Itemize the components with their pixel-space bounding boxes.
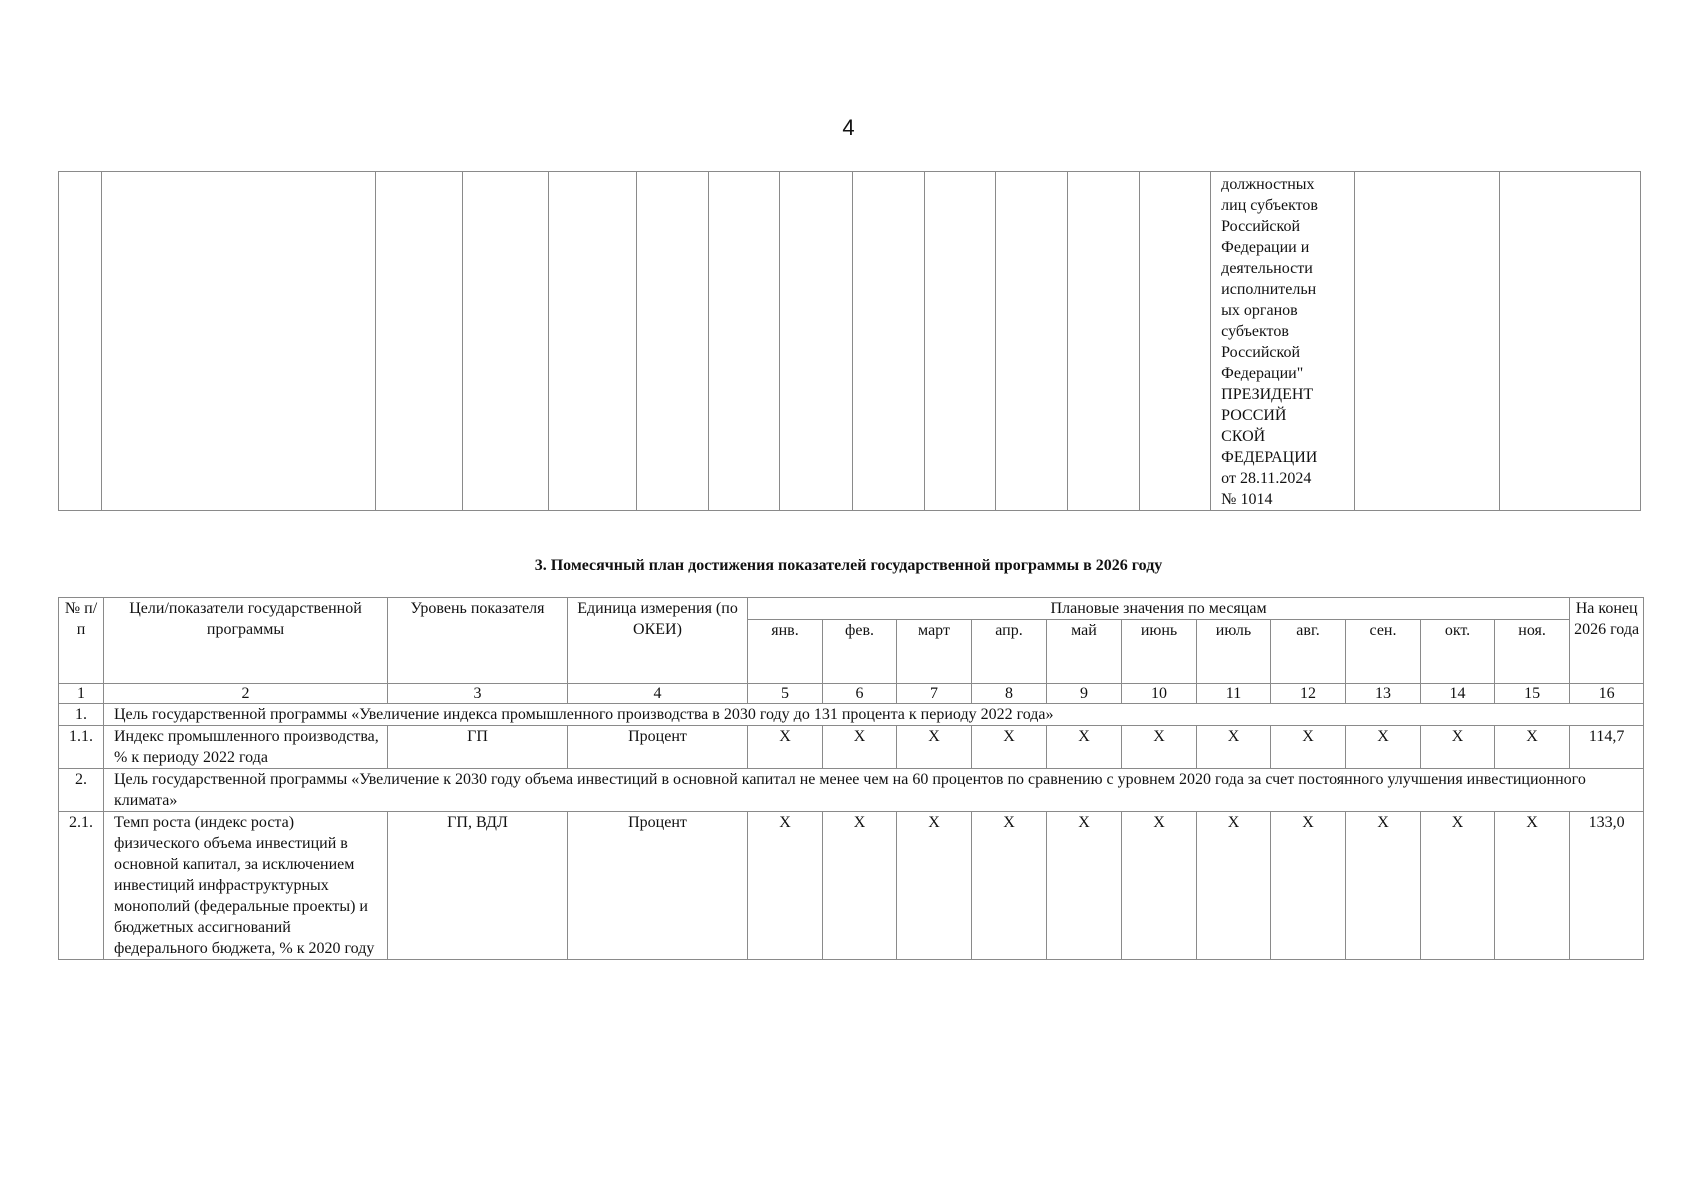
end-of-year-value: 133,0 (1570, 812, 1644, 960)
header-end: На конец 2026 года (1570, 598, 1644, 684)
continuation-line: ых органов (1221, 302, 1298, 319)
header-month: ноя. (1495, 620, 1570, 684)
continuation-line: от 28.11.2024 (1221, 470, 1312, 487)
plan-body (59, 704, 1644, 960)
column-number: 7 (897, 684, 972, 704)
column-number: 3 (388, 684, 568, 704)
column-number: 9 (1047, 684, 1122, 704)
header-month: май (1047, 620, 1122, 684)
month-value: X (823, 726, 897, 769)
column-number: 2 (104, 684, 388, 704)
month-value: X (1197, 726, 1271, 769)
continuation-line: РОССИЙ (1221, 407, 1287, 424)
indicator-text: Индекс промышленного производства, % к периоду 2022 года (104, 726, 388, 769)
header-goal: Цели/показатели государственной программы (104, 598, 388, 684)
header-month: окт. (1421, 620, 1495, 684)
month-value: X (972, 726, 1047, 769)
continuation-line: СКОЙ (1221, 428, 1266, 445)
month-value: X (1495, 812, 1570, 960)
header-num: № п/п (59, 598, 104, 684)
indicator-row (59, 812, 1644, 960)
column-number: 8 (972, 684, 1047, 704)
continuation-line: № 1014 (1221, 491, 1273, 508)
column-number: 11 (1197, 684, 1271, 704)
indicator-row (59, 726, 1644, 769)
month-value: X (972, 812, 1047, 960)
continuation-line: Федерации и (1221, 239, 1310, 256)
month-value: X (1047, 812, 1122, 960)
continuation-cell-text (1211, 172, 1355, 511)
continuation-line: Российской (1221, 344, 1301, 361)
continuation-line: ПРЕЗИДЕНТ (1221, 386, 1314, 403)
column-number: 12 (1271, 684, 1346, 704)
month-value: X (1495, 726, 1570, 769)
header-month: авг. (1271, 620, 1346, 684)
column-number-row (59, 684, 1644, 704)
continuation-line: субъектов (1221, 323, 1289, 340)
column-number: 6 (823, 684, 897, 704)
header-month: март (897, 620, 972, 684)
month-value: X (1346, 812, 1421, 960)
indicator-text: Темп роста (индекс роста) физического объема инвестиций в основной капитал, за исключением инвестиций инфраструктурных монополий (федеральные проекты) и бюджетных ассигнований федерального бюджета, % к 2020 году (104, 812, 388, 960)
goal-row (59, 769, 1644, 812)
section-title: 3. Помесячный план достижения показателей государственной программы в 2026 году (534, 557, 1163, 574)
continuation-line: должностных (1221, 176, 1315, 193)
continuation-line: Российской (1221, 218, 1301, 235)
header-month: апр. (972, 620, 1047, 684)
month-value: X (1271, 726, 1346, 769)
goal-text: Цель государственной программы «Увеличение индекса промышленного производства в 2030 году до 131 процента к периоду 2022 года» (104, 704, 1644, 726)
continuation-line: Федерации" (1221, 365, 1304, 382)
month-value: X (748, 726, 823, 769)
column-number: 16 (1570, 684, 1644, 704)
column-number: 10 (1122, 684, 1197, 704)
continuation-line: лиц субъектов (1221, 197, 1318, 214)
month-value: X (1122, 812, 1197, 960)
continuation-table (58, 171, 1641, 511)
page-number: 4 (842, 115, 855, 140)
indicator-unit: Процент (568, 726, 748, 769)
indicator-unit: Процент (568, 812, 748, 960)
row-number: 1.1. (59, 726, 104, 769)
goal-text: Цель государственной программы «Увеличение к 2030 году объема инвестиций в основной капитал не менее чем на 60 процентов по сравнению с уровнем 2020 года за счет постоянного улучшения инвестиционного климата» (104, 769, 1644, 812)
month-value: X (897, 812, 972, 960)
column-number: 15 (1495, 684, 1570, 704)
column-number: 13 (1346, 684, 1421, 704)
row-number: 2. (59, 769, 104, 812)
month-value: X (1421, 726, 1495, 769)
continuation-lines (1211, 172, 1354, 510)
indicator-level: ГП, ВДЛ (388, 812, 568, 960)
header-month: янв. (748, 620, 823, 684)
continuation-row (59, 172, 1641, 511)
month-value: X (1047, 726, 1122, 769)
end-of-year-value: 114,7 (1570, 726, 1644, 769)
indicator-level: ГП (388, 726, 568, 769)
column-number: 5 (748, 684, 823, 704)
column-number: 4 (568, 684, 748, 704)
header-month: июль (1197, 620, 1271, 684)
header-level: Уровень показателя (388, 598, 568, 684)
month-value: X (823, 812, 897, 960)
month-value: X (1197, 812, 1271, 960)
column-number: 14 (1421, 684, 1495, 704)
month-value: X (1346, 726, 1421, 769)
column-number: 1 (59, 684, 104, 704)
header-month: фев. (823, 620, 897, 684)
header-row-1 (59, 598, 1644, 620)
month-value: X (1271, 812, 1346, 960)
header-monthly: Плановые значения по месяцам (748, 598, 1570, 620)
goal-row (59, 704, 1644, 726)
continuation-line: деятельности (1221, 260, 1313, 277)
month-value: X (1122, 726, 1197, 769)
monthly-plan-table (58, 597, 1644, 960)
month-value: X (1421, 812, 1495, 960)
month-value: X (897, 726, 972, 769)
continuation-line: ФЕДЕРАЦИИ (1221, 449, 1318, 466)
header-month: июнь (1122, 620, 1197, 684)
month-value: X (748, 812, 823, 960)
header-month: сен. (1346, 620, 1421, 684)
header-unit: Единица измерения (по ОКЕИ) (568, 598, 748, 684)
row-number: 2.1. (59, 812, 104, 960)
row-number: 1. (59, 704, 104, 726)
continuation-line: исполнительн (1221, 281, 1317, 298)
